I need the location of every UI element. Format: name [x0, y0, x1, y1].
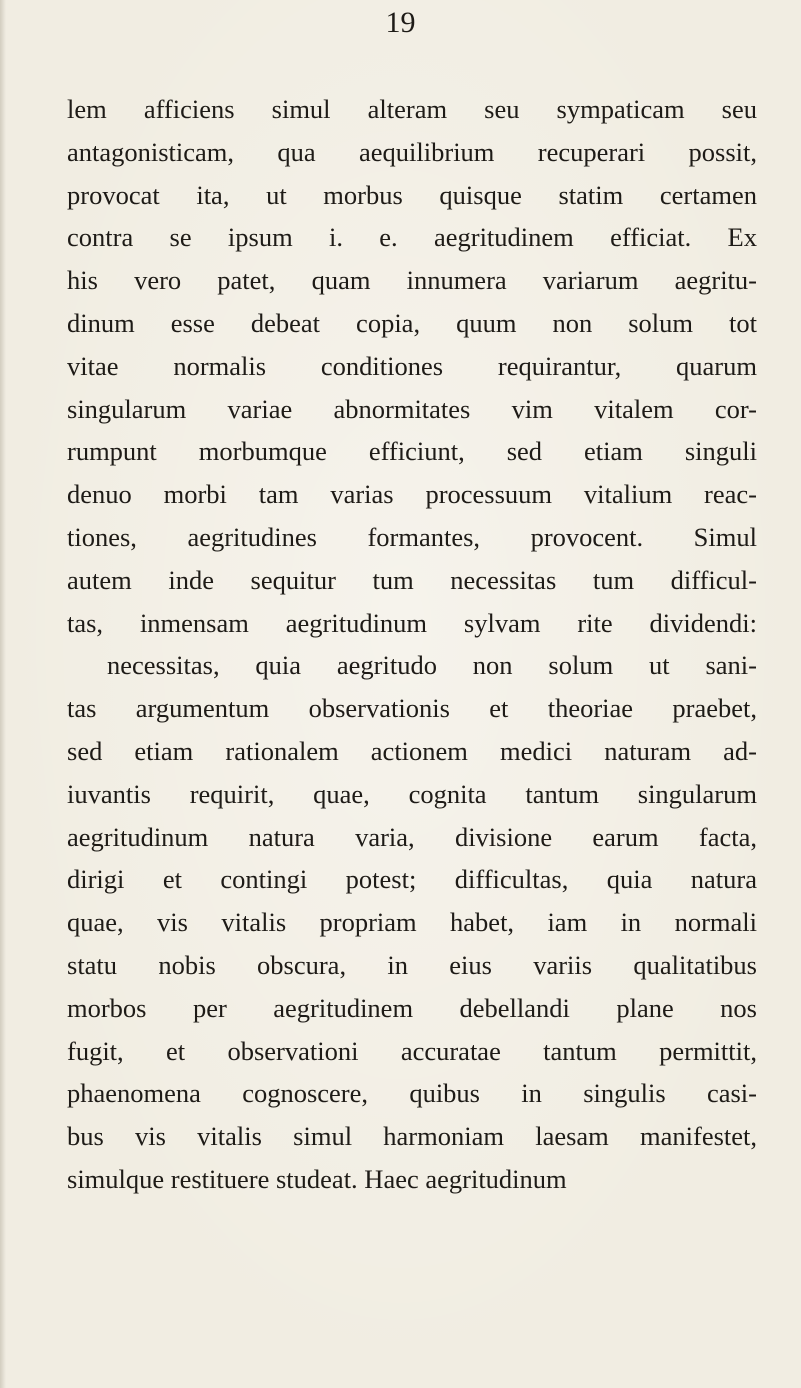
page-edge-shadow [0, 0, 6, 1388]
text-line: iuvantis requirit, quae, cognita tantum singularum [67, 778, 757, 809]
text-line: fugit, et observationi accuratae tantum permittit, [67, 1035, 757, 1066]
text-line: aegritudinum natura varia, divisione earum facta, [67, 821, 757, 852]
text-line: simulque restituere studeat. Haec aegritudinum [67, 1163, 567, 1194]
text-line: phaenomena cognoscere, quibus in singulis casi- [67, 1078, 757, 1109]
text-line: dinum esse debeat copia, quum non solum tot [67, 307, 757, 338]
text-line: his vero patet, quam innumera variarum aegritu- [67, 265, 757, 296]
text-line: antagonisticam, qua aequilibrium recuperari possit, [67, 136, 757, 167]
text-line: autem inde sequitur tum necessitas tum difficul- [67, 564, 757, 595]
text-line: statu nobis obscura, in eius variis qualitatibus [67, 949, 757, 980]
text-line: morbos per aegritudinem debellandi plane nos [67, 992, 757, 1023]
text-line: tas, inmensam aegritudinum sylvam rite dividendi: [67, 607, 757, 638]
text-line: necessitas, quia aegritudo non solum ut sani- [107, 650, 757, 681]
text-line: contra se ipsum i. e. aegritudinem efficiat. Ex [67, 222, 757, 253]
text-line: provocat ita, ut morbus quisque statim certamen [67, 179, 757, 210]
text-line: quae, vis vitalis propriam habet, iam in normali [67, 907, 757, 938]
text-line: denuo morbi tam varias processuum vitalium reac- [67, 479, 757, 510]
body-text [67, 88, 757, 1201]
text-line: rumpunt morbumque efficiunt, sed etiam singuli [67, 436, 757, 467]
page-number: 19 [385, 6, 416, 39]
text-line: bus vis vitalis simul harmoniam laesam manifestet, [67, 1121, 757, 1152]
text-line: sed etiam rationalem actionem medici naturam ad- [67, 735, 757, 766]
text-line: lem afficiens simul alteram seu sympaticam seu [67, 94, 757, 124]
text-line: vitae normalis conditiones requirantur, quarum [67, 350, 757, 381]
text-line: dirigi et contingi potest; difficultas, quia natura [67, 864, 757, 895]
text-line: singularum variae abnormitates vim vitalem cor- [67, 393, 757, 424]
text-line: tiones, aegritudines formantes, provocent. Simul [67, 521, 757, 552]
text-line: tas argumentum observationis et theoriae praebet, [67, 693, 757, 724]
